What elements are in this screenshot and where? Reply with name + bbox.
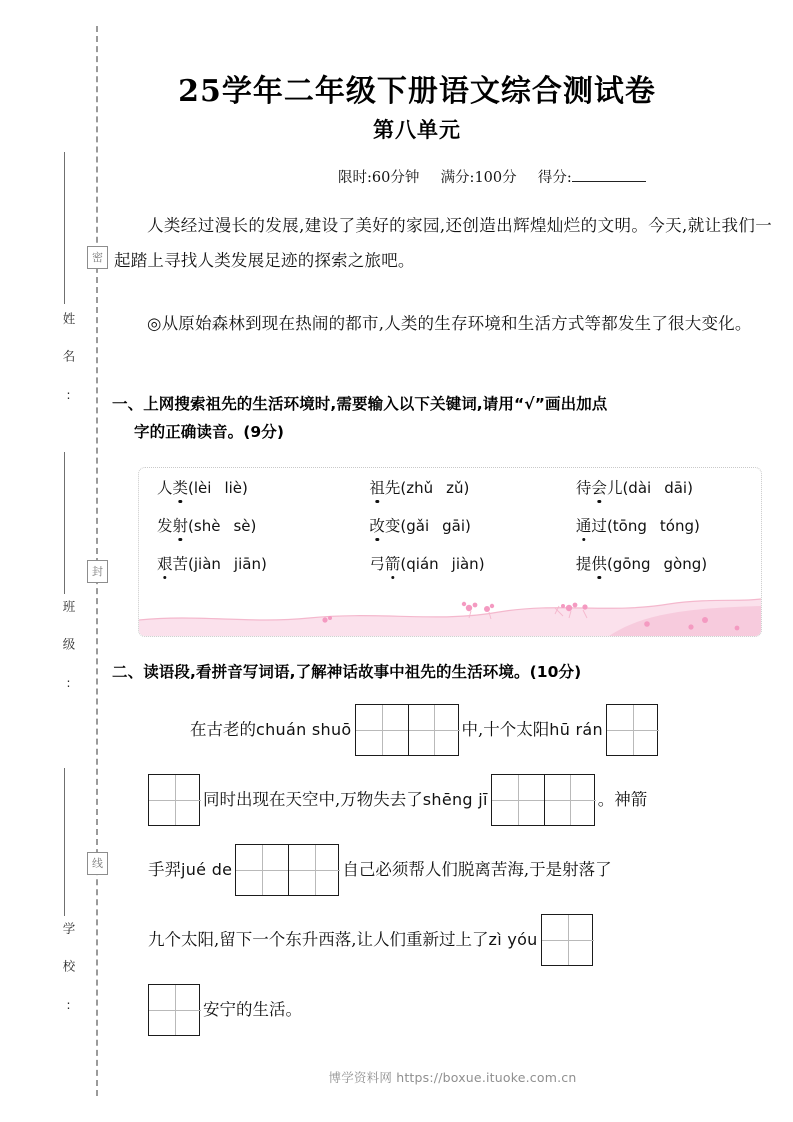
class-write-line xyxy=(64,452,65,594)
answer-grid-cell[interactable] xyxy=(288,845,340,895)
dotted-char: 改 xyxy=(369,514,385,536)
dotted-char: 箭 xyxy=(385,552,401,574)
seal-char-box-3: 线 xyxy=(87,852,108,875)
question-2-heading: 二、读语段,看拼音写词语,了解神话故事中祖先的生活环境。(10分) xyxy=(112,663,582,681)
pinyin-options: (qián jiàn) xyxy=(400,555,485,573)
pinyin-choice-row xyxy=(139,514,761,552)
sentence-text: 。神箭 xyxy=(597,790,648,809)
name-write-line xyxy=(64,152,65,304)
answer-grid-cell[interactable] xyxy=(492,775,544,825)
pinyin-choice-row xyxy=(139,476,761,514)
pinyin-choice-grid xyxy=(139,476,761,590)
answer-grid[interactable] xyxy=(606,704,658,756)
dotted-char: 类 xyxy=(173,476,189,498)
word-char: 过 xyxy=(591,517,607,535)
answer-grid-cell[interactable] xyxy=(408,705,460,755)
pinyin-choice-item[interactable] xyxy=(369,552,576,574)
pinyin-choice-item[interactable] xyxy=(139,514,369,536)
intro-paragraph-2: ◎从原始森林到现在热闹的都市,人类的生存环境和生活方式等都发生了很大变化。 xyxy=(147,314,752,333)
question-1-heading-line1: 一、上网搜索祖先的生活环境时,需要输入以下关键词,请用“√”画出加点 xyxy=(112,395,608,413)
write-line-4 xyxy=(148,913,596,967)
pinyin-choice-item[interactable] xyxy=(139,552,369,574)
answer-grid-cell[interactable] xyxy=(544,775,596,825)
dotted-char: 通 xyxy=(576,514,592,536)
time-limit-label: 限时:60分钟 xyxy=(338,170,420,186)
write-line-3 xyxy=(148,843,612,897)
answer-grid-cell[interactable] xyxy=(542,915,594,965)
pinyin-options: (shè sè) xyxy=(188,517,257,535)
exam-meta xyxy=(338,166,646,187)
pinyin-choice-item[interactable] xyxy=(369,514,576,536)
page-subtitle: 第八单元 xyxy=(373,117,461,142)
pinyin-choice-item[interactable] xyxy=(576,552,761,574)
answer-grid-cell[interactable] xyxy=(149,985,201,1035)
sentence-text: 手羿 xyxy=(148,860,181,879)
pinyin-options: (lèi liè) xyxy=(188,479,248,497)
answer-grid[interactable] xyxy=(148,984,200,1036)
floral-decoration xyxy=(139,594,761,636)
pinyin-hint: hū rán xyxy=(549,720,603,739)
dotted-char: 会 xyxy=(591,476,607,498)
answer-grid[interactable] xyxy=(541,914,593,966)
exam-page xyxy=(112,0,793,1122)
sentence-text: 同时出现在天空中,万物失去了 xyxy=(203,790,423,809)
score-blank[interactable] xyxy=(572,168,646,182)
page-title: 25学年二年级下册语文综合测试卷 xyxy=(178,74,656,109)
answer-grid-cell[interactable] xyxy=(607,705,659,755)
word-char: 待 xyxy=(575,479,592,497)
answer-grid[interactable] xyxy=(355,704,459,756)
seal-margin xyxy=(0,0,112,1122)
student-school-label: 学 校 : xyxy=(61,922,76,1017)
answer-grid-cell[interactable] xyxy=(149,775,201,825)
footer-watermark: 博学资料网 https://boxue.ituoke.com.cn xyxy=(328,1070,577,1085)
intro-paragraph-1: 人类经过漫长的发展,建设了美好的家园,还创造出辉煌灿烂的文明。今天,就让我们一起踏上寻找人类发展足迹的探索之旅吧。 xyxy=(114,216,772,270)
pinyin-hint: zì yóu xyxy=(488,930,538,949)
pinyin-hint: shēng jī xyxy=(422,790,488,809)
pinyin-choice-row xyxy=(139,552,761,590)
seal-char-box-1: 密 xyxy=(87,246,108,269)
sentence-text: 九个太阳,留下一个东升西落,让人们重新过上了 xyxy=(148,930,489,949)
answer-grid[interactable] xyxy=(491,774,595,826)
answer-grid-cell[interactable] xyxy=(356,705,408,755)
word-char: 儿 xyxy=(606,479,623,497)
pinyin-choice-item[interactable] xyxy=(369,476,576,498)
dotted-char: 艰 xyxy=(157,552,173,574)
sentence-text: 自己必须帮人们脱离苦海,于是射落了 xyxy=(342,860,612,879)
question-1-heading xyxy=(112,390,780,446)
write-line-5 xyxy=(148,983,302,1037)
dotted-char: 供 xyxy=(591,552,607,574)
pinyin-choice-panel xyxy=(138,467,762,637)
answer-grid-cell[interactable] xyxy=(236,845,288,895)
word-char: 提 xyxy=(575,555,592,573)
write-line-1 xyxy=(190,703,661,757)
answer-grid[interactable] xyxy=(235,844,339,896)
sentence-text: 在古老的 xyxy=(190,720,256,739)
school-write-line xyxy=(64,768,65,916)
pinyin-options: (jiàn jiān) xyxy=(188,555,267,573)
student-name-label: 姓 名 : xyxy=(61,312,76,407)
sentence-text: 安宁的生活。 xyxy=(203,1000,302,1019)
word-char: 苦 xyxy=(172,555,189,573)
dotted-char: 射 xyxy=(173,514,189,536)
dotted-char: 祖 xyxy=(369,476,385,498)
sentence-text: 中,十个太阳 xyxy=(461,720,550,739)
pinyin-options: (gōng gòng) xyxy=(606,555,708,573)
pinyin-hint: jué de xyxy=(181,860,233,879)
pinyin-choice-item[interactable] xyxy=(576,476,761,498)
word-char: 弓 xyxy=(369,555,385,573)
pinyin-options: (dài dāi) xyxy=(622,479,693,497)
pinyin-options: (tōng tóng) xyxy=(606,517,700,535)
pinyin-options: (gǎi gāi) xyxy=(400,517,471,535)
write-line-2 xyxy=(148,773,647,827)
student-class-label: 班 级 : xyxy=(61,600,76,695)
word-char: 先 xyxy=(384,479,401,497)
pinyin-hint: chuán shuō xyxy=(256,720,352,739)
word-char: 人 xyxy=(157,479,173,497)
word-char: 发 xyxy=(157,517,173,535)
total-score-label: 满分:100分 xyxy=(440,170,517,186)
pinyin-choice-item[interactable] xyxy=(139,476,369,498)
pinyin-options: (zhǔ zǔ) xyxy=(400,479,470,497)
score-label: 得分: xyxy=(537,170,572,186)
answer-grid[interactable] xyxy=(148,774,200,826)
seal-char-box-2: 封 xyxy=(87,560,108,583)
word-char: 变 xyxy=(384,517,401,535)
question-1-heading-line2: 字的正确读音。(9分) xyxy=(134,423,285,441)
pinyin-choice-item[interactable] xyxy=(576,514,761,536)
